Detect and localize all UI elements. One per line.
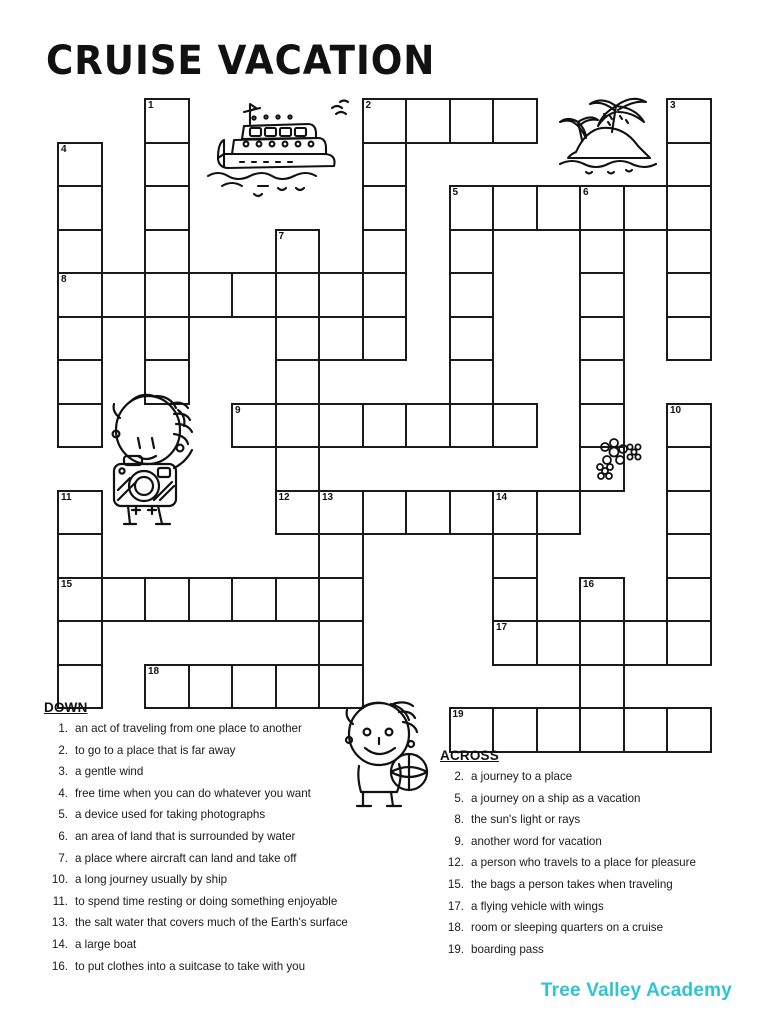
down-clue-item xyxy=(44,787,374,800)
crossword-cell-2[interactable] xyxy=(362,98,408,144)
cell-number: 5 xyxy=(452,187,459,198)
down-clue-number: 14. xyxy=(51,937,68,951)
across-clue-text: a person who travels to a place for pleasure xyxy=(471,856,696,870)
crossword-cell[interactable] xyxy=(318,272,364,318)
down-clue-number: 3. xyxy=(58,765,68,779)
across-clue-number: 2. xyxy=(454,770,464,783)
crossword-cell-10[interactable] xyxy=(666,403,712,449)
crossword-cell[interactable] xyxy=(231,577,277,623)
cell-number: 18 xyxy=(148,665,160,677)
crossword-cell[interactable] xyxy=(318,533,364,579)
down-clue-item xyxy=(44,916,374,929)
crossword-cell[interactable] xyxy=(275,446,321,492)
crossword-cell[interactable] xyxy=(666,446,712,492)
across-clue-number: 12. xyxy=(447,856,464,870)
crossword-cell[interactable] xyxy=(57,403,103,449)
crossword-cell[interactable] xyxy=(579,620,625,666)
crossword-cell[interactable] xyxy=(536,490,582,536)
down-clue-text: an area of land that is surrounded by water xyxy=(75,829,296,843)
down-clue-number: 7. xyxy=(58,851,68,865)
across-clue-block xyxy=(440,748,740,964)
crossword-cell-19[interactable] xyxy=(449,707,495,753)
brand-footer: Tree Valley Academy xyxy=(540,980,732,1001)
across-clue-text: a journey to a place xyxy=(471,770,573,783)
crossword-cell[interactable] xyxy=(536,707,582,753)
down-clue-list xyxy=(44,722,374,973)
across-clue-list xyxy=(440,770,740,956)
down-clue-number: 5. xyxy=(58,808,68,822)
across-clue-item xyxy=(440,792,740,805)
down-clue-item xyxy=(44,722,374,735)
down-clue-item xyxy=(44,938,374,951)
crossword-cell[interactable] xyxy=(57,359,103,405)
cell-number: 14 xyxy=(496,491,508,503)
crossword-cell-4[interactable] xyxy=(57,142,103,188)
cell-number: 1 xyxy=(148,100,154,111)
crossword-cell[interactable] xyxy=(144,272,190,318)
across-clue-number: 17. xyxy=(447,899,464,913)
crossword-cell-5[interactable] xyxy=(449,185,495,231)
crossword-cell[interactable] xyxy=(144,185,190,231)
crossword-cell[interactable] xyxy=(492,98,538,144)
down-clue-block xyxy=(44,700,374,981)
across-clue-text: a flying vehicle with wings xyxy=(471,899,604,913)
cell-number: 16 xyxy=(583,578,595,590)
crossword-cell[interactable] xyxy=(666,490,712,536)
crossword-cell[interactable] xyxy=(449,272,495,318)
crossword-cell[interactable] xyxy=(666,185,712,231)
cell-number: 7 xyxy=(278,230,285,242)
down-clue-text: a place where aircraft can land and take off xyxy=(75,851,297,865)
crossword-cell-15[interactable] xyxy=(57,577,103,623)
crossword-cell-13[interactable] xyxy=(318,490,364,536)
crossword-cell-17[interactable] xyxy=(492,620,538,666)
crossword-cell[interactable] xyxy=(57,620,103,666)
crossword-cell[interactable] xyxy=(405,98,451,144)
crossword-cell[interactable] xyxy=(536,185,582,231)
crossword-cell[interactable] xyxy=(492,533,538,579)
down-clue-text: to put clothes into a suitcase to take with you xyxy=(75,959,306,973)
crossword-cell[interactable] xyxy=(57,185,103,231)
crossword-cell[interactable] xyxy=(579,403,625,449)
crossword-cell[interactable] xyxy=(492,403,538,449)
crossword-cell[interactable] xyxy=(57,316,103,362)
cell-number: 19 xyxy=(452,709,464,720)
crossword-cell[interactable] xyxy=(492,185,538,231)
down-clue-number: 4. xyxy=(58,786,68,800)
crossword-cell[interactable] xyxy=(188,272,234,318)
crossword-cell[interactable] xyxy=(144,142,190,188)
cell-number: 10 xyxy=(670,404,682,416)
across-clue-item xyxy=(440,878,740,891)
crossword-cell-9[interactable] xyxy=(231,403,277,449)
across-clue-item xyxy=(440,900,740,913)
down-heading: DOWN xyxy=(44,700,88,715)
cell-number: 6 xyxy=(583,187,589,198)
crossword-cell[interactable] xyxy=(666,142,712,188)
across-clue-item xyxy=(440,856,740,869)
crossword-cell[interactable] xyxy=(275,403,321,449)
crossword-cell[interactable] xyxy=(449,229,495,275)
crossword-cell[interactable] xyxy=(449,490,495,536)
crossword-cell[interactable] xyxy=(666,272,712,318)
crossword-cell[interactable] xyxy=(275,359,321,405)
crossword-cell[interactable] xyxy=(275,272,321,318)
cell-number: 8 xyxy=(61,274,67,285)
crossword-cell[interactable] xyxy=(144,359,190,405)
crossword-cell[interactable] xyxy=(623,620,669,666)
crossword-cell[interactable] xyxy=(666,316,712,362)
crossword-cell[interactable] xyxy=(579,229,625,275)
down-clue-text: a device used for taking photographs xyxy=(75,808,266,822)
down-clue-text: a long journey usually by ship xyxy=(75,873,228,887)
crossword-cell[interactable] xyxy=(275,316,321,362)
across-clue-number: 8. xyxy=(454,813,464,827)
cell-number: 13 xyxy=(322,491,334,503)
crossword-cell[interactable] xyxy=(536,620,582,666)
cell-number: 4 xyxy=(61,143,67,155)
crossword-cell[interactable] xyxy=(405,403,451,449)
cell-number: 12 xyxy=(278,491,290,503)
crossword-cell[interactable] xyxy=(666,707,712,753)
across-clue-text: room or sleeping quarters on a cruise xyxy=(471,921,664,935)
cell-number: 17 xyxy=(496,622,508,633)
crossword-cell[interactable] xyxy=(579,316,625,362)
crossword-cell[interactable] xyxy=(405,490,451,536)
down-clue-number: 6. xyxy=(58,829,68,843)
crossword-cell[interactable] xyxy=(666,533,712,579)
across-clue-number: 15. xyxy=(447,877,464,891)
crossword-cell-8[interactable] xyxy=(57,272,103,318)
crossword-cell[interactable] xyxy=(57,533,103,579)
crossword-cell[interactable] xyxy=(144,229,190,275)
crossword-cell[interactable] xyxy=(362,142,408,188)
down-clue-item xyxy=(44,852,374,865)
crossword-cell[interactable] xyxy=(579,359,625,405)
crossword-cell[interactable] xyxy=(623,185,669,231)
down-clue-item xyxy=(44,765,374,778)
crossword-cell-1[interactable] xyxy=(144,98,190,144)
crossword-cell[interactable] xyxy=(318,316,364,362)
across-clue-text: boarding pass xyxy=(471,942,544,956)
crossword-cell-11[interactable] xyxy=(57,490,103,536)
down-clue-item xyxy=(44,873,374,886)
crossword-cell[interactable] xyxy=(449,359,495,405)
down-clue-item xyxy=(44,744,374,757)
across-clue-item xyxy=(440,813,740,826)
crossword-cell-6[interactable] xyxy=(579,185,625,231)
crossword-cell[interactable] xyxy=(101,577,147,623)
down-clue-number: 10. xyxy=(51,873,68,887)
across-clue-text: the sun's light or rays xyxy=(471,813,581,827)
cell-number: 11 xyxy=(61,491,72,503)
crossword-cell[interactable] xyxy=(318,620,364,666)
down-clue-number: 13. xyxy=(51,916,68,930)
crossword-cell-12[interactable] xyxy=(275,490,321,536)
crossword-cell[interactable] xyxy=(449,403,495,449)
crossword-cell[interactable] xyxy=(362,490,408,536)
down-clue-text: free time when you can do whatever you want xyxy=(75,786,311,800)
crossword-cell[interactable] xyxy=(492,577,538,623)
down-clue-text: to go to a place that is far away xyxy=(75,743,236,757)
crossword-cell[interactable] xyxy=(362,185,408,231)
across-clue-item xyxy=(440,835,740,848)
crossword-cell[interactable] xyxy=(318,403,364,449)
crossword-cell[interactable] xyxy=(318,577,364,623)
across-clue-text: the bags a person takes when traveling xyxy=(471,877,673,891)
crossword-cell[interactable] xyxy=(275,577,321,623)
crossword-cell[interactable] xyxy=(492,707,538,753)
cell-number: 3 xyxy=(670,100,676,111)
crossword-cell[interactable] xyxy=(362,272,408,318)
across-clue-item xyxy=(440,921,740,934)
across-clue-number: 19. xyxy=(447,942,464,956)
crossword-cell[interactable] xyxy=(231,272,277,318)
across-clue-number: 9. xyxy=(454,834,464,848)
page-title: CRUISE VACATION xyxy=(46,38,436,84)
crossword-cell-16[interactable] xyxy=(579,577,625,623)
crossword-cell[interactable] xyxy=(362,229,408,275)
across-clue-text: another word for vacation xyxy=(471,834,602,848)
crossword-cell-14[interactable] xyxy=(492,490,538,536)
down-clue-item xyxy=(44,895,374,908)
across-clue-number: 5. xyxy=(454,791,464,805)
crossword-cell-7[interactable] xyxy=(275,229,321,275)
down-clue-text: a gentle wind xyxy=(75,765,144,779)
crossword-cell[interactable] xyxy=(144,316,190,362)
crossword-cell[interactable] xyxy=(579,446,625,492)
crossword-cell[interactable] xyxy=(579,272,625,318)
down-clue-number: 16. xyxy=(51,959,68,973)
crossword-cell-3[interactable] xyxy=(666,98,712,144)
down-clue-text: the salt water that covers much of the Earth's surface xyxy=(75,916,348,930)
down-clue-number: 11. xyxy=(52,894,68,908)
cell-number: 9 xyxy=(235,404,241,416)
crossword-cell[interactable] xyxy=(579,664,625,710)
down-clue-number: 2. xyxy=(58,743,68,757)
crossword-cell[interactable] xyxy=(362,403,408,449)
crossword-cell[interactable] xyxy=(101,272,147,318)
crossword-cell[interactable] xyxy=(362,316,408,362)
cell-number: 2 xyxy=(365,100,372,111)
cell-number: 15 xyxy=(61,578,73,590)
crossword-cell[interactable] xyxy=(579,707,625,753)
crossword-cell[interactable] xyxy=(449,98,495,144)
crossword-cell[interactable] xyxy=(623,707,669,753)
crossword-cell[interactable] xyxy=(666,620,712,666)
down-clue-number: 1. xyxy=(58,722,68,735)
down-clue-item xyxy=(44,960,374,973)
down-clue-text: an act of traveling from one place to another xyxy=(75,722,302,735)
down-clue-text: to spend time resting or doing something enjoyable xyxy=(75,894,338,908)
crossword-cell[interactable] xyxy=(188,577,234,623)
down-clue-text: a large boat xyxy=(75,937,137,951)
across-clue-number: 18. xyxy=(447,921,464,935)
down-clue-item xyxy=(44,808,374,821)
down-clue-item xyxy=(44,830,374,843)
crossword-cell[interactable] xyxy=(144,577,190,623)
across-clue-item xyxy=(440,943,740,956)
crossword-cell[interactable] xyxy=(666,229,712,275)
across-heading: ACROSS xyxy=(440,748,499,763)
across-clue-text: a journey on a ship as a vacation xyxy=(471,791,641,805)
across-clue-item xyxy=(440,770,740,783)
crossword-cell[interactable] xyxy=(57,229,103,275)
crossword-cell[interactable] xyxy=(449,316,495,362)
crossword-cell[interactable] xyxy=(666,577,712,623)
